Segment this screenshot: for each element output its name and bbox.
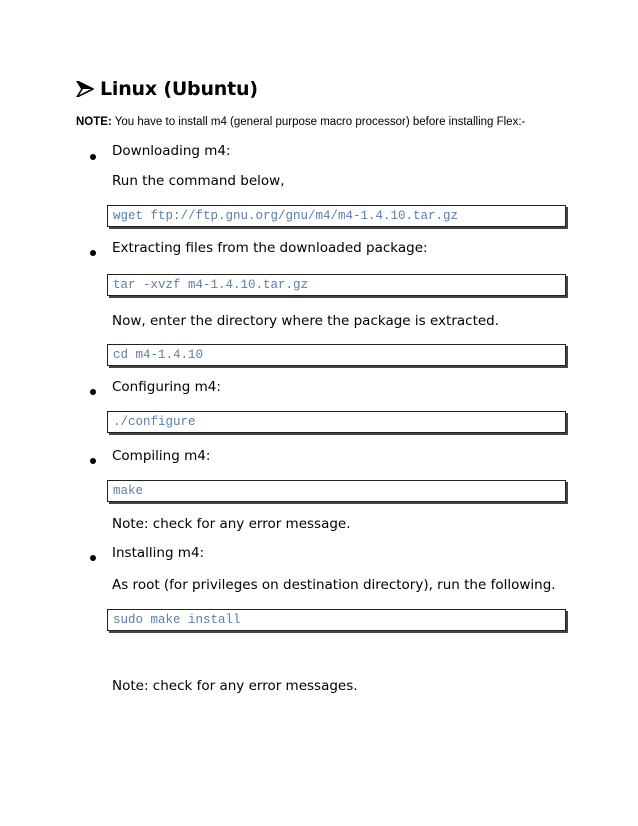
run-command-text: Run the command below,	[112, 173, 285, 189]
bullet-dot	[90, 389, 96, 395]
note-error-text: Note: check for any error message.	[112, 516, 351, 532]
bullet-dot	[90, 555, 96, 561]
tar-command: tar -xvzf m4-1.4.10.tar.gz	[113, 278, 309, 292]
install-command: sudo make install	[113, 613, 241, 627]
note-errors-text: Note: check for any error messages.	[112, 678, 358, 694]
code-block-make	[107, 480, 566, 502]
prerequisite-note	[76, 116, 525, 128]
code-block-cd	[107, 344, 566, 366]
section-title: Linux (Ubuntu)	[100, 78, 258, 100]
code-block-tar	[107, 274, 566, 296]
bullet-dot	[90, 250, 96, 256]
wget-command: wget ftp://ftp.gnu.org/gnu/m4/m4-1.4.10.tar.gz	[113, 209, 459, 223]
step-compiling: Compiling m4:	[112, 448, 211, 464]
arrowhead-bullet-icon	[76, 81, 94, 97]
make-command: make	[113, 484, 144, 498]
step-configuring: Configuring m4:	[112, 379, 221, 395]
bullet-dot	[90, 154, 96, 160]
configure-command: ./configure	[113, 415, 196, 429]
as-root-text: As root (for privileges on destination directory), run the following.	[112, 577, 556, 593]
section-heading	[76, 78, 258, 100]
enter-directory-text: Now, enter the directory where the package is extracted.	[112, 313, 500, 329]
note-text: You have to install m4 (general purpose macro processor) before installing Flex:-	[111, 116, 526, 128]
cd-command: cd m4-1.4.10	[113, 348, 204, 362]
code-block-install	[107, 609, 566, 631]
step-installing: Installing m4:	[112, 545, 205, 561]
step-downloading: Downloading m4:	[112, 143, 231, 159]
code-block-wget	[107, 205, 566, 227]
code-block-configure	[107, 411, 566, 433]
bullet-dot	[90, 458, 96, 464]
step-extracting: Extracting files from the downloaded package:	[112, 240, 428, 256]
note-label: NOTE:	[76, 116, 112, 128]
